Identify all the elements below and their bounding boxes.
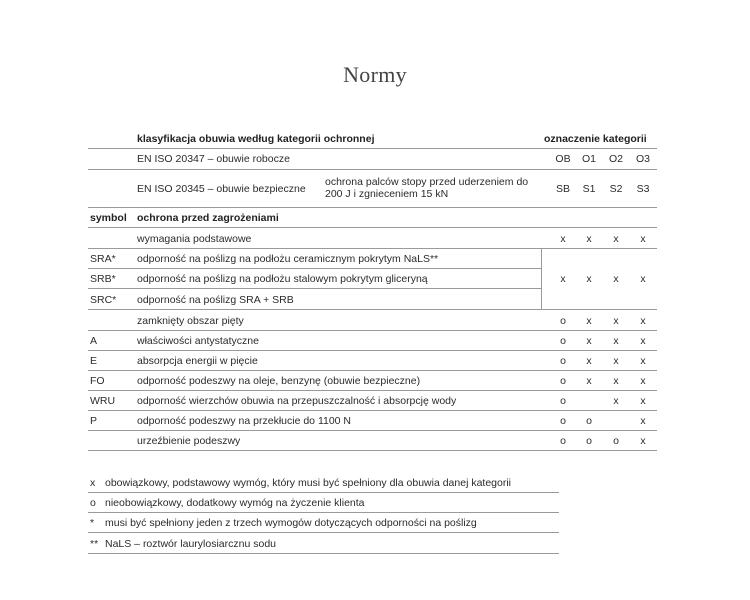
category-code: S1 xyxy=(582,183,596,195)
divider xyxy=(88,288,541,289)
row-description: odporność na poślizg na podłożu stalowym pokrytym gliceryną xyxy=(137,273,428,285)
requirement-mark: x xyxy=(640,315,646,327)
divider xyxy=(88,148,657,149)
requirement-mark: x xyxy=(586,355,592,367)
divider xyxy=(88,390,657,391)
requirement-mark: x xyxy=(640,335,646,347)
requirement-mark: o xyxy=(560,375,566,387)
divider xyxy=(88,248,657,249)
legend-text: musi być spełniony jeden z trzech wymogów dotyczących odporności na poślizg xyxy=(105,517,477,529)
row-description: właściwości antystatyczne xyxy=(137,335,259,347)
requirement-mark: x xyxy=(613,375,619,387)
standard-name: EN ISO 20347 – obuwie robocze xyxy=(137,153,290,165)
category-code: O1 xyxy=(581,153,596,165)
requirement-mark: x xyxy=(613,355,619,367)
divider xyxy=(88,410,657,411)
legend-key: o xyxy=(90,497,96,509)
requirement-mark: x xyxy=(613,315,619,327)
divider xyxy=(88,268,541,269)
category-code: O3 xyxy=(635,153,650,165)
legend-key: ** xyxy=(90,538,99,550)
requirement-mark: x xyxy=(640,355,646,367)
divider xyxy=(88,227,657,228)
requirement-mark: x xyxy=(586,273,592,285)
divider xyxy=(88,309,657,310)
divider xyxy=(88,492,559,493)
requirement-mark: x xyxy=(560,233,566,245)
legend-text: NaLS – roztwór laurylosiarcznu sodu xyxy=(105,538,276,550)
requirement-mark: o xyxy=(560,335,566,347)
classification-header: klasyfikacja obuwia według kategorii ochronnej xyxy=(137,133,375,145)
row-symbol: E xyxy=(90,355,98,367)
divider xyxy=(88,350,657,351)
requirement-mark: o xyxy=(560,315,566,327)
row-description: odporność wierzchów obuwia na przepuszczalność i absorpcję wody xyxy=(137,395,457,407)
requirement-mark: o xyxy=(560,395,566,407)
category-code: SB xyxy=(555,183,570,195)
requirement-mark: o xyxy=(586,435,592,447)
requirement-mark: x xyxy=(586,315,592,327)
row-symbol: P xyxy=(90,415,98,427)
category-code: S2 xyxy=(609,183,623,195)
row-description: odporność na poślizg na podłożu ceramicznym pokrytym NaLS** xyxy=(137,253,439,265)
requirement-mark: x xyxy=(640,415,646,427)
row-description: absorpcja energii w pięcie xyxy=(137,355,258,367)
standard-name: EN ISO 20345 – obuwie bezpieczne xyxy=(137,183,306,195)
row-symbol: SRB* xyxy=(90,273,116,285)
requirement-mark: x xyxy=(586,375,592,387)
divider xyxy=(88,450,657,451)
divider xyxy=(88,207,657,208)
divider xyxy=(88,330,657,331)
category-code: O2 xyxy=(608,153,623,165)
page-title: Normy xyxy=(343,62,407,87)
divider xyxy=(88,169,657,170)
requirement-mark: o xyxy=(560,435,566,447)
legend-text: nieobowiązkowy, dodatkowy wymóg na życzenie klienta xyxy=(105,497,365,509)
requirement-mark: o xyxy=(560,355,566,367)
requirement-mark: x xyxy=(560,273,566,285)
requirement-mark: x xyxy=(640,375,646,387)
row-symbol: FO xyxy=(90,375,105,387)
requirement-mark: x xyxy=(613,395,619,407)
row-symbol: WRU xyxy=(90,395,116,407)
row-description: wymagania podstawowe xyxy=(137,233,252,245)
category-marking-header: oznaczenie kategorii xyxy=(544,133,647,145)
requirement-mark: x xyxy=(586,335,592,347)
row-description: odporność na poślizg SRA + SRB xyxy=(137,294,294,306)
legend-text: obowiązkowy, podstawowy wymóg, który musi być spełniony dla obuwia danej kategorii xyxy=(105,477,512,489)
requirement-mark: x xyxy=(613,233,619,245)
row-description: urzeźbienie podeszwy xyxy=(137,435,241,447)
requirement-mark: x xyxy=(613,273,619,285)
slip-group-bracket xyxy=(541,248,542,309)
protection-header: ochrona przed zagrożeniami xyxy=(137,212,279,224)
row-description: odporność podeszwy na przekłucie do 1100 N xyxy=(137,415,352,427)
requirement-mark: x xyxy=(640,435,646,447)
row-symbol: SRA* xyxy=(90,253,116,265)
row-description: zamknięty obszar pięty xyxy=(137,315,244,327)
symbol-header: symbol xyxy=(90,212,127,224)
standard-note: ochrona palców stopy przed uderzeniem do 200 J i zgnieceniem 15 kN xyxy=(325,176,529,200)
divider xyxy=(88,512,559,513)
divider xyxy=(88,553,559,554)
category-code: OB xyxy=(555,153,571,165)
divider xyxy=(88,430,657,431)
legend-key: x xyxy=(90,477,96,489)
divider xyxy=(88,370,657,371)
row-symbol: A xyxy=(90,335,98,347)
requirement-mark: x xyxy=(640,395,646,407)
row-description: odporność podeszwy na oleje, benzynę (obuwie bezpieczne) xyxy=(137,375,421,387)
requirement-mark: o xyxy=(586,415,592,427)
requirement-mark: o xyxy=(613,435,619,447)
requirement-mark: x xyxy=(640,273,646,285)
legend-key: * xyxy=(90,517,95,529)
requirement-mark: x xyxy=(613,335,619,347)
row-symbol: SRC* xyxy=(90,294,117,306)
requirement-mark: x xyxy=(586,233,592,245)
requirement-mark: x xyxy=(640,233,646,245)
category-code: S3 xyxy=(636,183,650,195)
requirement-mark: o xyxy=(560,415,566,427)
divider xyxy=(88,532,559,533)
